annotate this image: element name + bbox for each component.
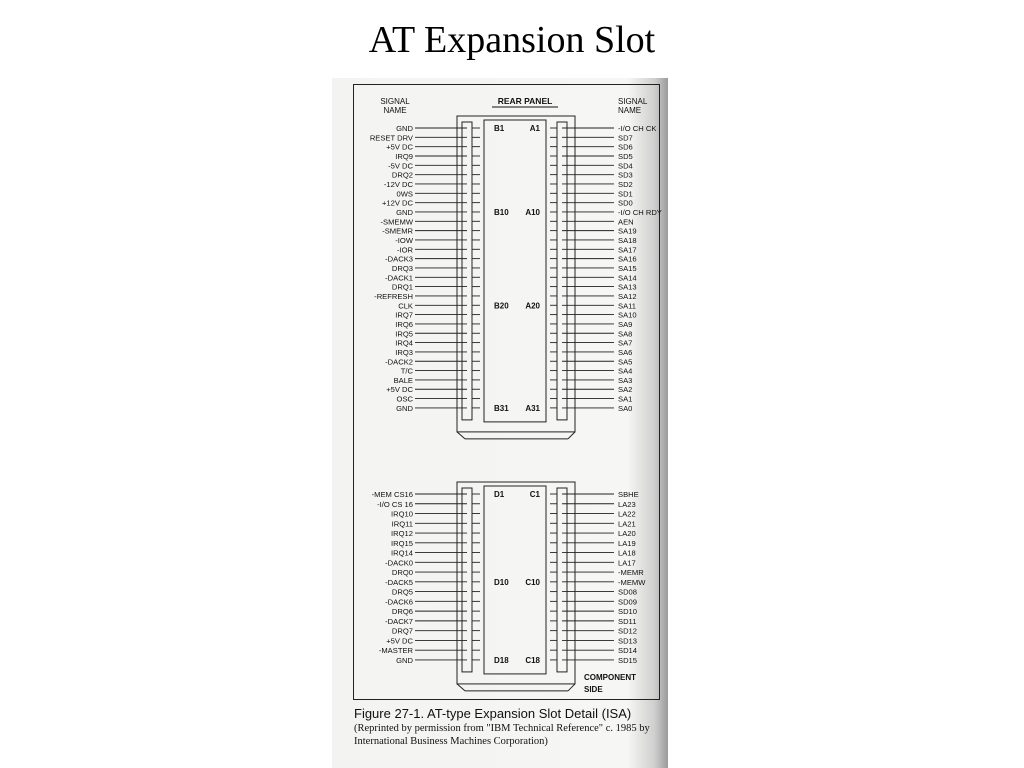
signal-name-header-right-line2: NAME [618, 106, 642, 115]
top_connector-left-signal: OSC [396, 394, 413, 404]
bottom_connector-left-signal: IRQ12 [391, 529, 413, 539]
top_connector-left-signal: -DACK1 [385, 273, 413, 283]
bottom_connector-right-signal: LA18 [618, 548, 636, 558]
bottom_connector-right-signal: SD12 [618, 626, 637, 636]
bottom_connector-right-signal: SD08 [618, 587, 637, 597]
bottom_connector-right-signal: LA23 [618, 499, 636, 509]
top_connector-right-signal: SD1 [618, 189, 633, 199]
top_connector-right-signal: -I/O CH RDY [618, 207, 662, 217]
top_connector-right-signal: SA2 [618, 385, 633, 395]
top_connector-left-signal: DRQ1 [391, 282, 413, 292]
bottom_connector-left-signal: +5V DC [386, 636, 413, 646]
top_connector-right-signal: SA13 [618, 282, 637, 292]
top_connector-left-signal: +5V DC [386, 142, 413, 152]
top_connector-right-signal: SD6 [618, 142, 633, 152]
top_connector-left-signal: GND [396, 207, 413, 217]
top_connector-right-contacts [557, 122, 567, 420]
top_connector-right-signal: SA1 [618, 394, 633, 404]
bottom_connector-right-signal: -MEMR [618, 568, 644, 578]
top_connector-pin-label-right: A20 [525, 301, 540, 311]
bottom-connector [372, 482, 647, 691]
top_connector-right-signal: SD4 [618, 161, 633, 171]
signal-name-header-left-line1: SIGNAL [380, 97, 410, 106]
top_connector-right-signal: SA4 [618, 366, 633, 376]
top_connector-right-signal: AEN [618, 217, 634, 227]
top_connector-left-signal: IRQ7 [395, 310, 413, 320]
top_connector-right-signal: SA16 [618, 254, 637, 264]
figure-credit-line1: (Reprinted by permission from "IBM Technical Reference" c. 1985 by [354, 723, 650, 734]
top_connector-right-signal: -I/O CH CK [618, 124, 657, 133]
top_connector-pin-label-left: B1 [494, 124, 505, 133]
bottom_connector-right-contacts [557, 488, 567, 672]
figure-credit-line2: International Business Machines Corporation) [354, 736, 548, 747]
component-side-label-line1: COMPONENT [584, 673, 636, 682]
bottom_connector-right-signal: SD13 [618, 636, 637, 646]
bottom_connector-left-signal: IRQ11 [391, 519, 413, 529]
top_connector-right-signal: SA6 [618, 347, 633, 357]
rear-panel-header: REAR PANEL [497, 96, 553, 106]
top_connector-right-signal: SA8 [618, 329, 633, 339]
bottom_connector-left-signal: DRQ7 [391, 626, 413, 636]
top_connector-right-signal: SD3 [618, 170, 633, 180]
bottom_connector-left-signal: -I/O CS 16 [377, 499, 413, 509]
bottom_connector-left-signal: GND [396, 655, 413, 665]
slide-title: AT Expansion Slot [368, 19, 656, 61]
bottom_connector-left-signal: DRQ6 [391, 607, 413, 617]
top_connector-right-signal: SA15 [618, 263, 637, 273]
top_connector-left-signal: IRQ6 [395, 319, 413, 329]
top_connector-pin-label-left: B10 [494, 207, 509, 217]
signal-name-header-right-line1: SIGNAL [618, 97, 648, 106]
top_connector-right-signal: SA3 [618, 375, 633, 385]
bottom_connector-right-signal: SD09 [618, 597, 637, 607]
top_connector-left-signal: GND [396, 124, 413, 133]
top_connector-right-signal: SD0 [618, 198, 633, 208]
component-side-label-line2: SIDE [584, 685, 603, 694]
bottom_connector-right-signal: LA21 [618, 519, 636, 529]
top_connector-left-signal: BALE [393, 375, 413, 385]
top_connector-right-signal: SA7 [618, 338, 633, 348]
top_connector-left-signal: -SMEMR [382, 226, 413, 236]
top_connector-left-signal: -DACK3 [385, 254, 413, 264]
bottom_connector-right-signal: LA22 [618, 509, 636, 519]
top_connector-right-signal: SA19 [618, 226, 637, 236]
top_connector-left-contacts [462, 122, 472, 420]
bottom_connector-left-signal: IRQ14 [391, 548, 413, 558]
top_connector-right-signal: SA17 [618, 245, 637, 255]
bottom_connector-right-signal: SBHE [618, 490, 639, 499]
bottom_connector-pin-label-right: C18 [525, 655, 540, 665]
top_connector-card-slot [484, 120, 546, 422]
top_connector-left-signal: -IOW [395, 235, 413, 245]
bottom_connector-pin-label-left: D1 [494, 490, 505, 499]
top_connector-left-signal: IRQ3 [395, 347, 413, 357]
bottom_connector-right-signal: SD14 [618, 646, 637, 656]
pinout-diagram [332, 78, 668, 708]
bottom_connector-right-signal: LA17 [618, 558, 636, 568]
top_connector-left-signal: 0WS [396, 189, 413, 199]
bottom_connector-left-signal: IRQ15 [391, 538, 413, 548]
bottom_connector-left-signal: -DACK6 [385, 597, 413, 607]
bottom_connector-left-contacts [462, 488, 472, 672]
top_connector-left-signal: -SMEMW [380, 217, 413, 227]
top_connector-left-signal: +5V DC [386, 385, 413, 395]
top_connector-left-signal: -5V DC [388, 161, 413, 171]
top_connector-left-signal: IRQ9 [395, 151, 413, 161]
bottom_connector-left-signal: IRQ10 [391, 509, 413, 519]
top_connector-left-signal: CLK [398, 301, 413, 311]
top_connector-right-signal: SA18 [618, 235, 637, 245]
signal-name-header-left-line2: NAME [383, 106, 407, 115]
top_connector-left-signal: RESET DRV [369, 133, 413, 143]
top_connector-right-signal: SA9 [618, 319, 633, 329]
top_connector-right-signal: SA10 [618, 310, 637, 320]
top_connector-left-signal: DRQ2 [391, 170, 413, 180]
bottom_connector-right-signal: SD10 [618, 607, 637, 617]
top_connector-pin-label-right: A1 [529, 124, 540, 133]
top_connector-left-signal: +12V DC [381, 198, 413, 208]
top_connector-left-signal: -12V DC [383, 179, 413, 189]
bottom_connector-left-signal: -DACK7 [385, 616, 413, 626]
top_connector-pin-label-right: A10 [525, 207, 540, 217]
bottom_connector-left-signal: -MEM CS16 [371, 490, 413, 499]
figure-caption: Figure 27-1. AT-type Expansion Slot Detail (ISA) [354, 706, 632, 721]
top_connector-right-signal: SA5 [618, 357, 633, 367]
top_connector-left-signal: GND [396, 403, 413, 413]
top_connector-right-signal: SA0 [618, 403, 633, 413]
top_connector-right-signal: SD5 [618, 151, 633, 161]
top_connector-left-signal: T/C [400, 366, 413, 376]
bottom_connector-pin-label-left: D10 [494, 577, 509, 587]
top-connector [370, 116, 662, 439]
bottom_connector-right-signal: -MEMW [618, 577, 646, 587]
top_connector-left-signal: -REFRESH [374, 291, 413, 301]
bottom_connector-left-signal: -DACK5 [385, 577, 413, 587]
bottom_connector-left-signal: -MASTER [378, 646, 413, 656]
top_connector-right-signal: SA11 [618, 301, 637, 311]
bottom_connector-left-signal: DRQ0 [391, 568, 413, 578]
top_connector-left-signal: -IOR [396, 245, 413, 255]
bottom_connector-pin-label-left: D18 [494, 655, 509, 665]
top_connector-pin-label-right: A31 [525, 403, 540, 413]
top_connector-pin-label-left: B20 [494, 301, 509, 311]
top_connector-left-signal: IRQ5 [395, 329, 413, 339]
bottom_connector-right-signal: SD11 [618, 616, 637, 626]
top_connector-right-signal: SA14 [618, 273, 637, 283]
bottom_connector-right-signal: LA20 [618, 529, 636, 539]
bottom_connector-pin-label-right: C1 [529, 490, 540, 499]
top_connector-left-signal: -DACK2 [385, 357, 413, 367]
top_connector-pin-label-left: B31 [494, 403, 509, 413]
bottom_connector-pin-label-right: C10 [525, 577, 540, 587]
bottom_connector-left-signal: DRQ5 [391, 587, 413, 597]
bottom_connector-right-signal: SD15 [618, 655, 637, 665]
top_connector-left-signal: IRQ4 [395, 338, 413, 348]
top_connector-left-signal: DRQ3 [391, 263, 413, 273]
bottom_connector-left-signal: -DACK0 [385, 558, 413, 568]
bottom_connector-right-signal: LA19 [618, 538, 636, 548]
top_connector-right-signal: SA12 [618, 291, 637, 301]
top_connector-right-signal: SD7 [618, 133, 633, 143]
top_connector-right-signal: SD2 [618, 179, 633, 189]
